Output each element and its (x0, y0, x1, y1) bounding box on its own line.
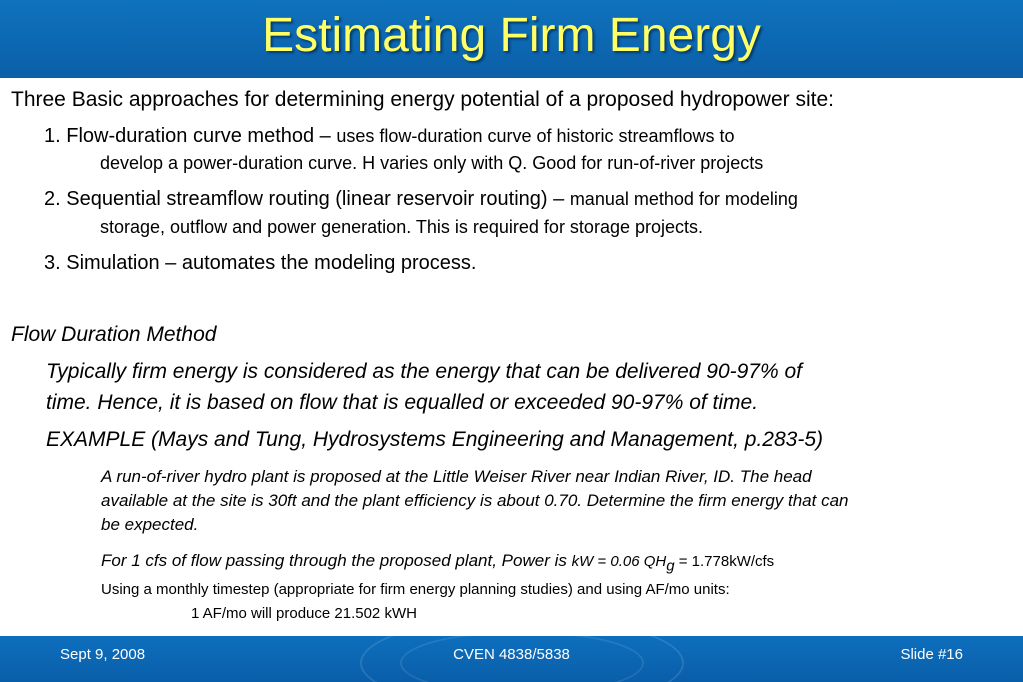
example-title: EXAMPLE (Mays and Tung, Hydrosystems Engineering and Management, p.283-5) (46, 428, 823, 451)
paragraph-line-2: time. Hence, it is based on flow that is equalled or exceeded 90-97% of time. (46, 391, 759, 414)
power-result: = 1.778kW/cfs (674, 553, 775, 570)
conversion-line: 1 AF/mo will produce 21.502 kWH (191, 605, 417, 622)
footer-course: CVEN 4838/5838 (453, 646, 570, 663)
slide-title: Estimating Firm Energy (262, 9, 761, 62)
approach-3: 3. Simulation – automates the modeling process. (44, 252, 477, 274)
approach-1-head: 1. Flow-duration curve method – (44, 125, 337, 147)
approach-2-desc-cont: storage, outflow and power generation. This is required for storage projects. (100, 217, 703, 237)
example-line-1: A run-of-river hydro plant is proposed at the Little Weiser River near Indian River, ID. The head (101, 467, 812, 486)
paragraph-line-1: Typically firm energy is considered as the energy that can be delivered 90-97% of (46, 360, 803, 383)
power-text: For 1 cfs of flow passing through the proposed plant, Power is (101, 551, 572, 570)
footer-slide-number: Slide #16 (900, 646, 963, 663)
power-line (101, 551, 774, 574)
power-subscript: g (666, 557, 675, 575)
intro-text: Three Basic approaches for determining energy potential of a proposed hydropower site: (11, 88, 834, 111)
approach-2-desc: manual method for modeling (569, 189, 798, 209)
approach-1 (44, 125, 735, 148)
approach-2-head: 2. Sequential streamflow routing (linear reservoir routing) – (44, 188, 570, 210)
approach-1-desc: uses flow-duration curve of historic streamflows to (336, 126, 735, 146)
example-line-3: be expected. (101, 515, 199, 534)
approach-2 (44, 188, 798, 211)
footer-date: Sept 9, 2008 (60, 646, 146, 663)
example-line-2: available at the site is 30ft and the plant efficiency is about 0.70. Determine the firm energy that can (101, 491, 849, 510)
footer-bar (0, 636, 1023, 682)
approach-1-desc-cont: develop a power-duration curve. H varies only with Q. Good for run-of-river projects (100, 153, 764, 173)
power-formula: kW = 0.06 QH (571, 553, 667, 570)
title-bar (0, 0, 1023, 78)
slide-content (0, 78, 1023, 636)
timestep-line: Using a monthly timestep (appropriate for firm energy planning studies) and using AF/mo units: (101, 581, 730, 598)
section-title: Flow Duration Method (11, 323, 217, 346)
